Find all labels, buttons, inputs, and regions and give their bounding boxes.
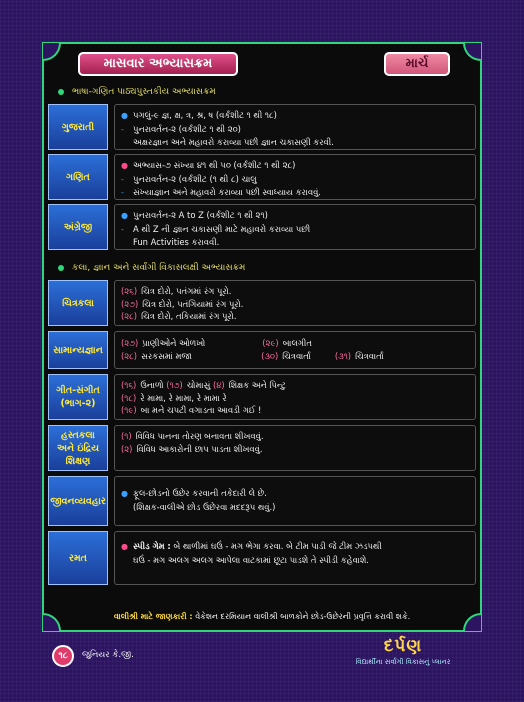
row-label: અંગ્રેજી	[48, 204, 108, 250]
row-label: રમત	[48, 531, 108, 585]
row-content: ● અભ્યાસ-૭ સંખ્યા ૪૧ થી ૫૦ (વર્કશીટ ૧ થી ૨૮) - પુનરાવર્તન-૨ (વર્કશીટ (૧ થી ૮) ચાલુ - સંખ્યાજ્ઞાન અને મહાવરો કરાવ્યા પછી સ્વાધ્યાય કરાવવું.	[114, 154, 476, 200]
row-content: ● પુનરાવર્તન-૨ A to Z (વર્કશીટ ૧ થી ૨૧) - A થી Z ની જ્ઞાન ચકાસણી માટે મહાવરો કરાવ્યા પછી Fun Activities કરાવવી.	[114, 204, 476, 250]
syllabus-frame	[42, 42, 482, 632]
row-label: સામાન્યજ્ઞાન	[48, 331, 108, 369]
row-label: ગીત-સંગીત (ભાગ-૨)	[48, 374, 108, 420]
row-label: ચિત્રકલા	[48, 280, 108, 326]
brand-logo	[338, 636, 468, 667]
bullet-icon	[58, 265, 64, 271]
row-label: ગુજરાતી	[48, 104, 108, 150]
section-heading-arts: કલા, જ્ઞાન અને સર્વાંગી વિકાસલક્ષી અભ્યાસક્રમ	[44, 258, 480, 278]
row-content: ● પગલું-૯ જ્ઞ, ક્ષ, ત્ર, શ્ર, ષ (વર્કશીટ ૧ થી ૧૮) - પુનરાવર્તન-૨ (વર્કશીટ ૧ થી ૨૦) અક્ષરજ્ઞાન અને મહાવરો કરાવ્યા પછી જ્ઞાન ચકાસણી કરવી.	[114, 104, 476, 150]
row-label: હસ્તકલા અને ઇંદ્રિય શિક્ષણ	[48, 425, 108, 471]
page-number: ૧૮	[52, 645, 74, 667]
row-content: (૧) વિવિધ પાનના તોરણ બનાવતા શીખવવું. (૨) વિવિધ આકારોની છાપ પાડતા શીખવવું.	[114, 425, 476, 471]
row-label: ગણિત	[48, 154, 108, 200]
row-label: જીવનવ્યવહાર	[48, 476, 108, 526]
bullet-icon	[58, 89, 64, 95]
row-ganit	[48, 154, 476, 200]
row-content: ● ફૂલ-છોડનો ઉછેર કરવાની તકેદારી લે છે. (શિક્ષક-વાલીએ છોડ ઉછેરવા મદદરૂપ થવું.)	[114, 476, 476, 526]
section-heading-language-math: ભાષા-ગણિત પાઠ્યપુસ્તકીય અભ્યાસક્રમ	[44, 82, 480, 102]
row-content: (૧૬) ઉનાળો (૧૭) ચોમાસું (૪) શિક્ષક અને પિન્ટુ (૧૮) રે મામા, રે મામા, રે મામા રે (૧૯) બા મને ચપટી વગાડતા આવડી ગઈ !	[114, 374, 476, 420]
parent-note: વાલીશ્રી માટે જાણકારી : વેકેશન દરમિયાન વાલીશ્રી બાળકોને છોડ-ઉછેરની પ્રવૃત્તિ કરાવી શકે.	[113, 612, 411, 621]
brand-name: દર્પણ	[383, 636, 423, 656]
row-angreji	[48, 204, 476, 250]
row-content: (૨૬) ચિત્ર દોરો, પતંગમાં રંગ પૂરો. (૨૭) ચિત્ર દોરો, પતંગિયામાં રંગ પૂરો. (૨૮) ચિત્ર દોરો, તકિયામાં રંગ પૂરો.	[114, 280, 476, 326]
row-samanyagyan	[48, 331, 476, 369]
row-content: (૨૭) પ્રાણીઓને ઓળખો (૨૯) બાલગીત (૨૮) સરકસમાં મજા (૩૦) ચિત્રવાર્તા (૩૧) ચિત્રવાર્તા	[114, 331, 476, 369]
frame-corner	[463, 43, 481, 61]
row-geet-sangeet	[48, 374, 476, 420]
page-title: માસવાર અભ્યાસક્રમ	[78, 52, 238, 76]
grade-label: જુનિયર કે.જી.	[82, 650, 134, 660]
row-hastkala	[48, 425, 476, 471]
row-ramat	[48, 531, 476, 585]
row-gujarati	[48, 104, 476, 150]
brand-tagline: વિદ્યાર્થીના સર્વાંગી વિકાસનું પ્લાનર	[355, 658, 451, 666]
row-content: ● સ્પીડ ગેમ : બે થાળીમાં ઘઉં - મગ ભેગા કરવા. બે ટીમ પાડી જે ટીમ ઝડપથી ઘઉં - મગ અલગ અલગ આપેલા વાટકામાં છૂટા પાડશે તે સ્પીડી કહેવાશે.	[114, 531, 476, 585]
row-jivanvyavhar	[48, 476, 476, 526]
frame-corner	[43, 43, 61, 61]
month-badge: માર્ચ	[384, 52, 450, 76]
row-chitrakala	[48, 280, 476, 326]
